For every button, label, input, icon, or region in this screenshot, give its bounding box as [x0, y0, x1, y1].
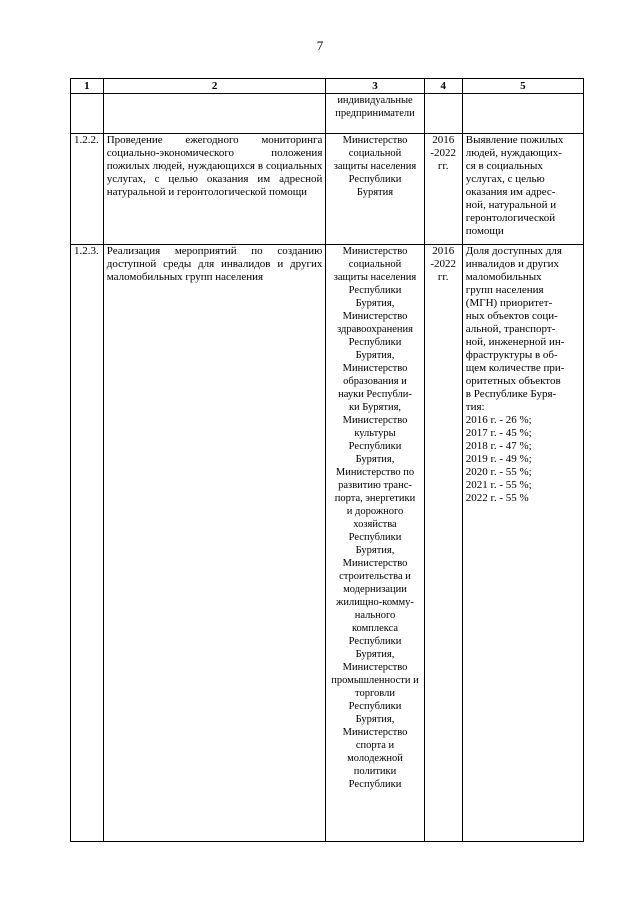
- period-cell: 2016 -2022 гг.: [424, 134, 462, 245]
- column-header: 1: [71, 79, 104, 94]
- table-row: [71, 245, 584, 842]
- item-number: 1.2.3.: [71, 245, 104, 842]
- executor-cell: Министерство социальной защиты населения Республики Бурятия: [326, 134, 424, 245]
- executor-cell: индивидуальные предприниматели: [326, 94, 424, 134]
- activity-cell: [103, 94, 326, 134]
- period-cell: [424, 94, 462, 134]
- period-cell: 2016 -2022 гг.: [424, 245, 462, 842]
- table-header-row: [71, 79, 584, 94]
- result-cell: Доля доступных для инвалидов и других маломобильных групп населения (МГН) приоритет- ных объектов соци- альной, транспорт- ной, инженерной ин- фраструктуры в об- щем количестве при- оритетных объектов в Республике Буря- тия: 2016 г. - 26 %; 2017 г. - 45 %; 2018 г. - 47 %; 2019 г. - 49 %; 2020 г. - 55 %; 2021 г. - 55 %; 2022 г. - 55 %: [462, 245, 583, 842]
- activity-cell: Реализация мероприятий по созданию доступной среды для инвалидов и других маломобильных групп населения: [103, 245, 326, 842]
- item-number: [71, 94, 104, 134]
- measures-table: [70, 78, 584, 842]
- table-row: [71, 94, 584, 134]
- column-header: 3: [326, 79, 424, 94]
- page-number: 7: [316, 38, 324, 53]
- executor-cell: Министерство социальной защиты населения Республики Бурятия, Министерство здравоохранения Республики Бурятия, Министерство образования и науки Республи- ки Бурятия, Министерство культуры Республики Бурятия, Министерство по развитию транс- порта, энергетики и дорожного хозяйства Республики Бурятия, Министерство строительства и модернизации жилищно-комму- нального комплекса Республики Бурятия, Министерство промышленности и торговли Республики Бурятия, Министерство спорта и молодежной политики Республики: [326, 245, 424, 842]
- result-cell: [462, 94, 583, 134]
- column-header: 4: [424, 79, 462, 94]
- result-cell: Выявление пожилых людей, нуждающих- ся в социальных услугах, с целью оказания им адрес- ной, натуральной и геронтологической помощи: [462, 134, 583, 245]
- column-header: 2: [103, 79, 326, 94]
- item-number: 1.2.2.: [71, 134, 104, 245]
- activity-cell: Проведение ежегодного мониторинга социально-экономического положения пожилых людей, нуждающихся в социальных услугах, с целью оказания им адресной натуральной и геронтологической помощи: [103, 134, 326, 245]
- table-row: [71, 134, 584, 245]
- column-header: 5: [462, 79, 583, 94]
